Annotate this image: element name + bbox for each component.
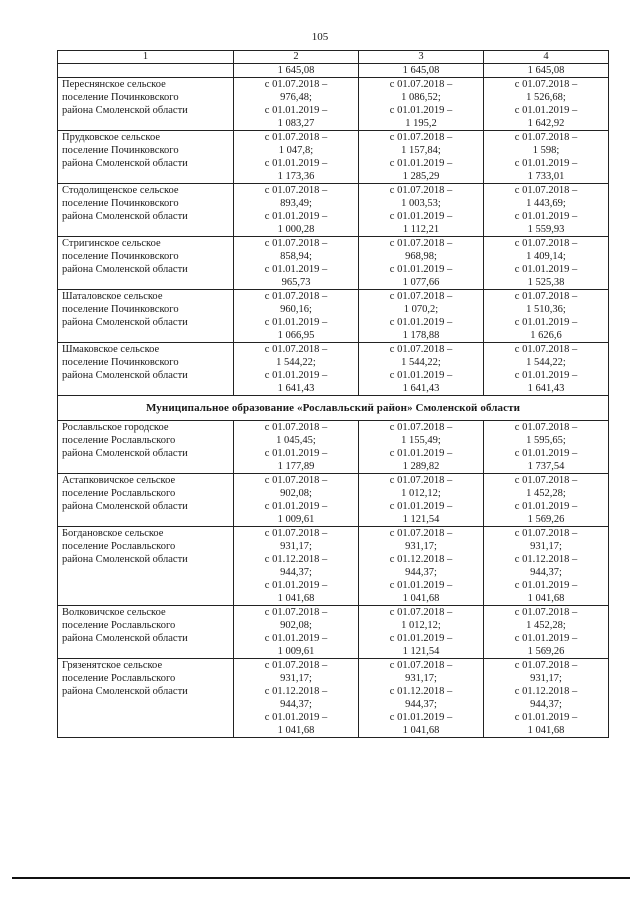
value-cell-line: с 01.01.2019 – (264, 633, 328, 644)
name-cell-line: поселение Починковского (62, 198, 179, 209)
table-row (58, 78, 609, 131)
value-cell-line: 965,73 (281, 277, 311, 288)
value-cell-line: с 01.01.2019 – (514, 580, 578, 591)
value-cell-line: с 01.01.2019 – (389, 370, 453, 381)
value-cell-line: 1 195,2 (405, 118, 437, 129)
value-cell-line: 1 510,36; (526, 304, 566, 315)
table-row (58, 343, 609, 396)
value-cell (484, 131, 609, 184)
table-row (58, 474, 609, 527)
name-cell (58, 237, 234, 290)
value-cell-line: 968,98; (405, 251, 437, 262)
header-cell: 4 (484, 51, 609, 64)
value-cell-line: 1 544,22; (401, 357, 441, 368)
name-cell-line: поселение Починковского (62, 304, 179, 315)
name-cell-line: Рославльское городское (62, 422, 169, 433)
value-cell-line: с 01.01.2019 – (264, 501, 328, 512)
value-cell-line: с 01.01.2019 – (389, 580, 453, 591)
value-cell (234, 237, 359, 290)
value-cell-line: с 01.07.2018 – (514, 422, 578, 433)
value-cell (234, 421, 359, 474)
value-cell-line: 902,08; (280, 620, 312, 631)
name-cell-line: Переснянское сельское (62, 79, 166, 90)
value-cell-line: 1 598; (532, 145, 560, 156)
value-cell-line: с 01.07.2018 – (389, 238, 453, 249)
value-cell-line: с 01.07.2018 – (514, 238, 578, 249)
name-cell (58, 290, 234, 343)
value-cell-line: 1 041,68 (402, 725, 440, 736)
name-cell-line: Прудковское сельское (62, 132, 160, 143)
name-cell-line: поселение Починковского (62, 357, 179, 368)
value-cell-line: 944,37; (405, 699, 437, 710)
value-cell (234, 184, 359, 237)
name-cell-line: поселение Починковского (62, 251, 179, 262)
name-cell-line: района Смоленской области (62, 686, 188, 697)
name-cell (58, 184, 234, 237)
value-cell-line: 1 544,22; (526, 357, 566, 368)
value-cell-line: с 01.01.2019 – (514, 370, 578, 381)
table-row (58, 527, 609, 606)
value-cell-line: 1 155,49; (401, 435, 441, 446)
value-cell-line: 1 595,65; (526, 435, 566, 446)
value-cell-line: с 01.07.2018 – (389, 475, 453, 486)
value-cell-line: 1 443,69; (526, 198, 566, 209)
value-cell (359, 290, 484, 343)
name-cell (58, 64, 234, 78)
value-cell-line: с 01.07.2018 – (389, 528, 453, 539)
value-cell-line: 1 526,68; (526, 92, 566, 103)
value-cell-line: 1 009,61 (277, 646, 315, 657)
value-cell (359, 78, 484, 131)
name-cell (58, 474, 234, 527)
value-cell-line: 1 626,6 (530, 330, 562, 341)
value-cell-line: с 01.01.2019 – (389, 501, 453, 512)
value-cell-line: с 01.07.2018 – (389, 344, 453, 355)
value-cell-line: с 01.07.2018 – (264, 422, 328, 433)
value-cell-line: с 01.01.2019 – (389, 105, 453, 116)
value-cell-line: с 01.01.2019 – (264, 211, 328, 222)
name-cell-line: района Смоленской области (62, 633, 188, 644)
value-cell-line: 1 012,12; (401, 620, 441, 631)
name-cell (58, 527, 234, 606)
value-cell-line: с 01.07.2018 – (389, 132, 453, 143)
value-cell-line: 1 559,93 (527, 224, 565, 235)
value-cell-line: 1 157,84; (401, 145, 441, 156)
value-cell-line: с 01.07.2018 – (264, 344, 328, 355)
name-cell-line: поселение Починковского (62, 92, 179, 103)
name-cell-line: района Смоленской области (62, 370, 188, 381)
value-cell-line: 1 544,22; (276, 357, 316, 368)
value-cell-line: 1 045,45; (276, 435, 316, 446)
value-cell-line: 1 121,54 (402, 646, 440, 657)
value-cell-line: с 01.07.2018 – (514, 291, 578, 302)
table-row (58, 606, 609, 659)
value-cell-line: с 01.01.2019 – (389, 317, 453, 328)
header-row (58, 51, 609, 64)
value-cell: 1 645,08 (359, 64, 484, 78)
value-cell-line: с 01.07.2018 – (514, 607, 578, 618)
value-cell-line: с 01.07.2018 – (264, 185, 328, 196)
value-cell-line: с 01.01.2019 – (264, 580, 328, 591)
value-cell (359, 659, 484, 738)
value-cell-line: 1 641,43 (402, 383, 440, 394)
value-cell-line: с 01.01.2019 – (264, 264, 328, 275)
name-cell-line: Волковичское сельское (62, 607, 166, 618)
name-cell-line: района Смоленской области (62, 501, 188, 512)
value-cell-line: 944,37; (280, 567, 312, 578)
value-cell-line: с 01.07.2018 – (389, 422, 453, 433)
name-cell-line: района Смоленской области (62, 105, 188, 116)
name-cell-line: района Смоленской области (62, 264, 188, 275)
name-cell (58, 421, 234, 474)
name-cell-line: поселение Рославльского (62, 620, 176, 631)
name-cell-line: района Смоленской области (62, 211, 188, 222)
value-cell-line: 1 173,36 (277, 171, 315, 182)
value-cell-line: с 01.01.2019 – (264, 370, 328, 381)
name-cell-line: Богдановское сельское (62, 528, 164, 539)
name-cell-line: района Смоленской области (62, 317, 188, 328)
value-cell-line: 1 009,61 (277, 514, 315, 525)
name-cell (58, 659, 234, 738)
value-cell-line: с 01.12.2018 – (389, 554, 453, 565)
value-cell-line: с 01.07.2018 – (264, 291, 328, 302)
value-cell-line: с 01.01.2019 – (389, 712, 453, 723)
value-cell-line: с 01.07.2018 – (264, 238, 328, 249)
value-cell-line: с 01.01.2019 – (264, 105, 328, 116)
value-cell-line: 1 047,8; (278, 145, 314, 156)
value-cell-line: 902,08; (280, 488, 312, 499)
value-cell-line: 931,17; (405, 673, 437, 684)
value-cell-line: 1 012,12; (401, 488, 441, 499)
value-cell-line: с 01.07.2018 – (389, 185, 453, 196)
value-cell-line: 976,48; (280, 92, 312, 103)
name-cell (58, 606, 234, 659)
value-cell-line: 931,17; (405, 541, 437, 552)
value-cell-line: с 01.01.2019 – (264, 317, 328, 328)
value-cell-line: 1 452,28; (526, 620, 566, 631)
value-cell-line: 931,17; (280, 673, 312, 684)
value-cell-line: с 01.07.2018 – (264, 528, 328, 539)
value-cell-line: 1 041,68 (527, 725, 565, 736)
value-cell (484, 237, 609, 290)
value-cell-line: с 01.07.2018 – (264, 475, 328, 486)
value-cell-line: с 01.07.2018 – (389, 660, 453, 671)
value-cell-line: 1 077,66 (402, 277, 440, 288)
value-cell-line: 1 569,26 (527, 514, 565, 525)
value-cell (359, 343, 484, 396)
value-cell-line: с 01.07.2018 – (514, 185, 578, 196)
value-cell-line: с 01.07.2018 – (389, 607, 453, 618)
value-cell-line: с 01.07.2018 – (514, 475, 578, 486)
name-cell-line: поселение Рославльского (62, 435, 176, 446)
name-cell (58, 131, 234, 184)
table-row (58, 290, 609, 343)
name-cell (58, 78, 234, 131)
name-cell-line: поселение Починковского (62, 145, 179, 156)
value-cell-line: 1 066,95 (277, 330, 315, 341)
value-cell: 1 645,08 (234, 64, 359, 78)
name-cell-line: района Смоленской области (62, 158, 188, 169)
value-cell-line: 1 003,53; (401, 198, 441, 209)
value-cell-line: 944,37; (280, 699, 312, 710)
value-cell (234, 131, 359, 184)
value-cell-line: с 01.01.2019 – (514, 105, 578, 116)
value-cell-line: 944,37; (530, 567, 562, 578)
value-cell (359, 237, 484, 290)
name-cell-line: района Смоленской области (62, 554, 188, 565)
section-row (58, 396, 609, 421)
name-cell-line: поселение Рославльского (62, 673, 176, 684)
value-cell-line: 1 285,29 (402, 171, 440, 182)
value-cell-line: с 01.07.2018 – (514, 344, 578, 355)
value-cell-line: с 01.12.2018 – (264, 686, 328, 697)
value-cell (234, 474, 359, 527)
value-cell (359, 131, 484, 184)
value-cell-line: 858,94; (280, 251, 312, 262)
value-cell-line: с 01.01.2019 – (514, 211, 578, 222)
name-cell-line: поселение Рославльского (62, 488, 176, 499)
value-cell-line: с 01.01.2019 – (264, 448, 328, 459)
value-cell-line: с 01.07.2018 – (264, 79, 328, 90)
value-cell-line: 1 733,01 (527, 171, 565, 182)
value-cell (234, 606, 359, 659)
value-cell-line: 1 641,43 (277, 383, 315, 394)
header-cell: 2 (234, 51, 359, 64)
name-cell-line: Шмаковское сельское (62, 344, 160, 355)
value-cell (484, 78, 609, 131)
value-cell-line: 1 737,54 (527, 461, 565, 472)
value-cell-line: 1 000,28 (277, 224, 315, 235)
name-cell (58, 343, 234, 396)
value-cell-line: с 01.12.2018 – (514, 686, 578, 697)
value-cell (359, 184, 484, 237)
value-cell-line: 1 289,82 (402, 461, 440, 472)
value-cell-line: с 01.01.2019 – (514, 712, 578, 723)
value-cell (359, 606, 484, 659)
name-cell-line: Стригинское сельское (62, 238, 161, 249)
value-cell-line: 931,17; (280, 541, 312, 552)
value-cell-line: с 01.07.2018 – (514, 79, 578, 90)
value-cell-line: с 01.07.2018 – (264, 660, 328, 671)
name-cell-line: Шаталовское сельское (62, 291, 163, 302)
value-cell-line: с 01.01.2019 – (264, 158, 328, 169)
value-cell-line: с 01.01.2019 – (264, 712, 328, 723)
value-cell (484, 184, 609, 237)
value-cell-line: 1 641,43 (527, 383, 565, 394)
value-cell-line: 1 041,68 (402, 593, 440, 604)
value-cell-line: с 01.12.2018 – (264, 554, 328, 565)
table-row (58, 237, 609, 290)
value-cell (234, 659, 359, 738)
value-cell-line: с 01.12.2018 – (389, 686, 453, 697)
value-cell-line: 1 177,89 (277, 461, 315, 472)
value-cell (484, 290, 609, 343)
value-cell-line: с 01.01.2019 – (389, 158, 453, 169)
value-cell-line: с 01.01.2019 – (514, 158, 578, 169)
value-cell-line: 931,17; (530, 673, 562, 684)
value-cell-line: с 01.12.2018 – (514, 554, 578, 565)
value-cell (484, 659, 609, 738)
value-cell-line: с 01.01.2019 – (389, 448, 453, 459)
value-cell (234, 290, 359, 343)
value-cell-line: 1 083,27 (277, 118, 315, 129)
value-cell-line: 1 041,68 (527, 593, 565, 604)
value-cell: 1 645,08 (484, 64, 609, 78)
value-cell-line: с 01.01.2019 – (514, 501, 578, 512)
value-cell-line: 1 086,52; (401, 92, 441, 103)
value-cell-line: 1 070,2; (403, 304, 439, 315)
value-cell-line: 1 452,28; (526, 488, 566, 499)
value-cell-line: с 01.01.2019 – (514, 633, 578, 644)
value-cell (359, 474, 484, 527)
table-row (58, 184, 609, 237)
value-cell-line: с 01.07.2018 – (389, 79, 453, 90)
value-cell-line: 1 409,14; (526, 251, 566, 262)
value-cell-line: 944,37; (530, 699, 562, 710)
value-cell-line: с 01.07.2018 – (514, 528, 578, 539)
value-cell-line: с 01.01.2019 – (514, 448, 578, 459)
header-cell: 3 (359, 51, 484, 64)
name-cell-line: Стодолищенское сельское (62, 185, 179, 196)
value-cell (359, 527, 484, 606)
name-cell-line: Грязенятское сельское (62, 660, 163, 671)
value-cell-line: 1 121,54 (402, 514, 440, 525)
value-cell-line: с 01.07.2018 – (389, 291, 453, 302)
value-cell (484, 421, 609, 474)
value-cell-line: с 01.01.2019 – (514, 317, 578, 328)
value-cell-line: 1 178,88 (402, 330, 440, 341)
table-row (58, 421, 609, 474)
section-title: Муниципальное образование «Рославльский район» Смоленской области (58, 396, 609, 421)
value-cell (484, 343, 609, 396)
name-cell-line: поселение Рославльского (62, 541, 176, 552)
value-cell (234, 78, 359, 131)
value-cell-line: 1 642,92 (527, 118, 565, 129)
value-cell-line: 960,16; (280, 304, 312, 315)
value-cell-line: 1 569,26 (527, 646, 565, 657)
value-cell-line: с 01.01.2019 – (389, 264, 453, 275)
value-cell-line: 1 041,68 (277, 725, 315, 736)
value-cell-line: с 01.01.2019 – (389, 211, 453, 222)
header-cell: 1 (58, 51, 234, 64)
name-cell-line: района Смоленской области (62, 448, 188, 459)
value-cell-line: 893,49; (280, 198, 312, 209)
value-cell-line: 1 041,68 (277, 593, 315, 604)
table-row (58, 659, 609, 738)
value-cell-line: 931,17; (530, 541, 562, 552)
value-cell-line: с 01.07.2018 – (514, 132, 578, 143)
value-cell-line: 1 112,21 (402, 224, 440, 235)
table-row (58, 64, 609, 78)
name-cell-line: Астапковичское сельское (62, 475, 176, 486)
value-cell-line: с 01.01.2019 – (514, 264, 578, 275)
value-cell-line: 1 525,38 (527, 277, 565, 288)
tariff-table (57, 50, 609, 738)
value-cell (484, 606, 609, 659)
value-cell (234, 343, 359, 396)
value-cell (359, 421, 484, 474)
value-cell-line: 944,37; (405, 567, 437, 578)
table-row (58, 131, 609, 184)
value-cell-line: с 01.07.2018 – (264, 607, 328, 618)
bottom-rule (12, 877, 630, 879)
page-number: 105 (311, 31, 329, 43)
value-cell-line: с 01.07.2018 – (514, 660, 578, 671)
value-cell (484, 527, 609, 606)
value-cell-line: с 01.01.2019 – (389, 633, 453, 644)
value-cell (484, 474, 609, 527)
value-cell (234, 527, 359, 606)
value-cell-line: с 01.07.2018 – (264, 132, 328, 143)
